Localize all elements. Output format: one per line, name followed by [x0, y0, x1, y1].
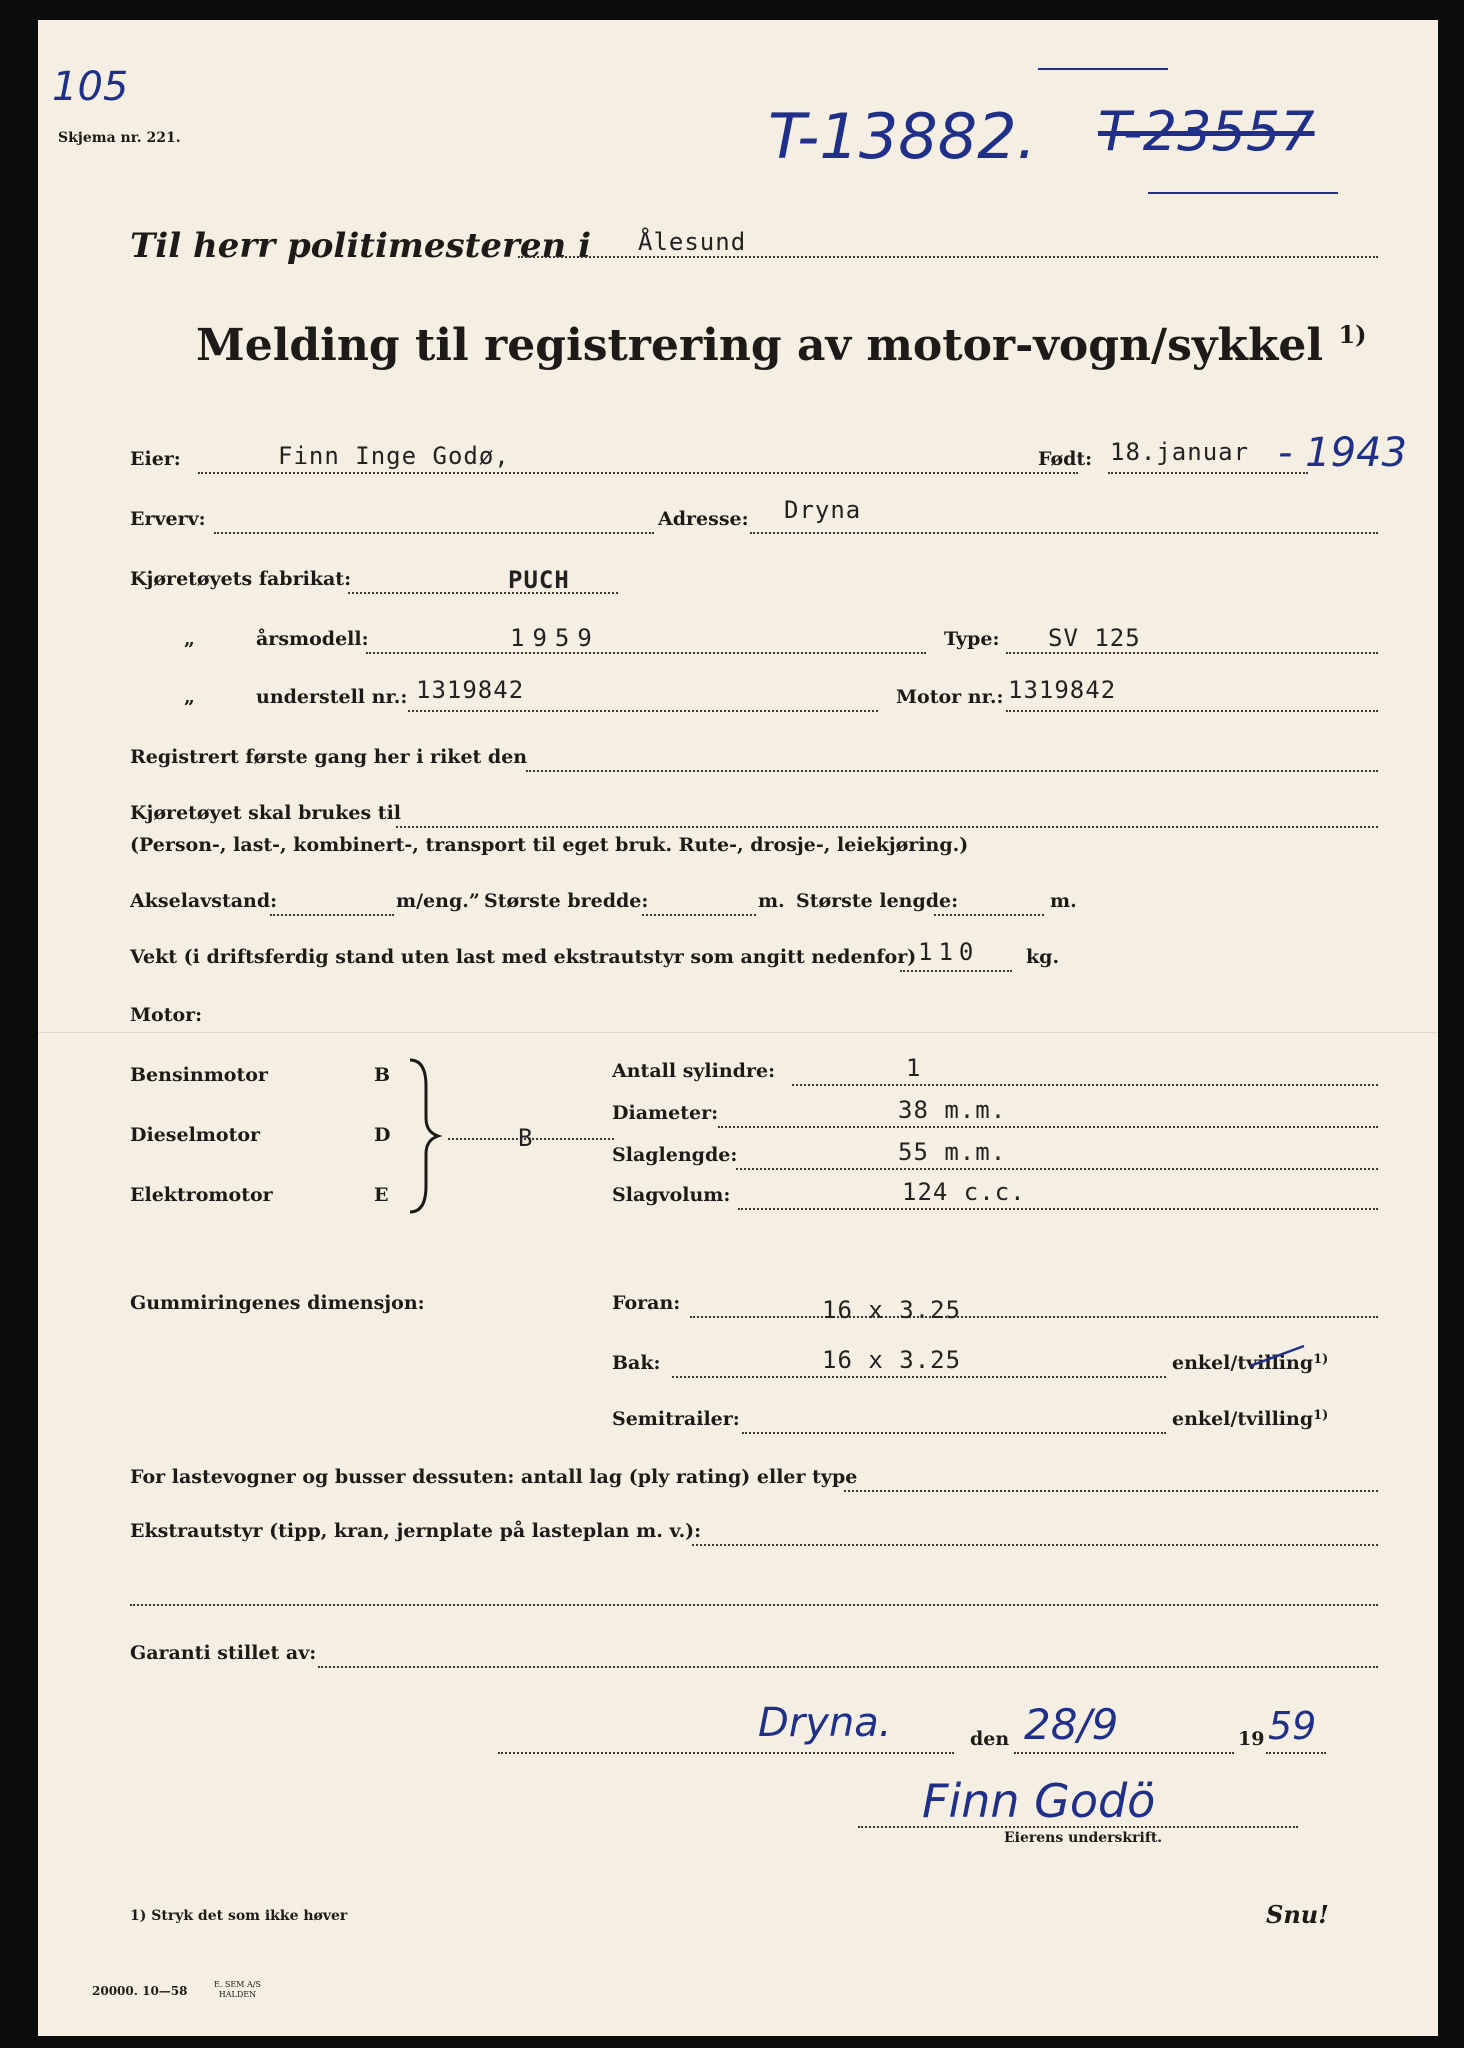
diameter-line: [718, 1126, 1378, 1128]
petrol-motor-code: B: [374, 1064, 391, 1086]
displacement-line: [738, 1208, 1378, 1210]
extras-line: [692, 1544, 1378, 1546]
address-label: Adresse:: [658, 508, 749, 530]
printer-mark: [214, 1980, 261, 2000]
width-label: Største bredde:: [484, 890, 649, 912]
signature-caption: Eierens underskrift.: [1004, 1830, 1163, 1846]
year-line: [1266, 1752, 1326, 1754]
model-year-value: 1959: [510, 624, 600, 652]
weight-value: 110: [918, 938, 980, 966]
electric-motor-label: Elektromotor: [130, 1184, 273, 1206]
length-unit: m.: [1050, 890, 1077, 912]
motor-type-value: B: [518, 1124, 534, 1152]
addressee-line: [518, 256, 1378, 258]
model-year-label: årsmodell:: [256, 628, 369, 650]
acquisition-label: Erverv:: [130, 508, 206, 530]
corner-note: 105: [52, 64, 129, 110]
width-unit: m.: [758, 890, 785, 912]
chassis-label: understell nr.:: [256, 686, 408, 708]
rear-tire-suffix-text: enkel/tvilling: [1172, 1352, 1314, 1374]
place-line: [498, 1752, 954, 1754]
width-line: [642, 914, 756, 916]
make-line: [348, 592, 618, 594]
turn-over: Snu!: [1266, 1900, 1329, 1929]
tvilling-strike: [1248, 1340, 1308, 1370]
semitrailer-label: Semitrailer:: [612, 1408, 740, 1430]
motor-number-line: [1006, 710, 1378, 712]
wheelbase-unit: m/eng.”: [396, 890, 480, 912]
guarantee-label: Garanti stillet av:: [130, 1642, 317, 1664]
weight-label: Vekt (i driftsferdig stand uten last med ekstrautstyr som angitt nedenfor): [130, 946, 917, 968]
struck-registration-number: T-23557: [1098, 100, 1315, 163]
semitrailer-suffix-text: enkel/tvilling: [1172, 1408, 1314, 1430]
born-label: Født:: [1038, 448, 1096, 470]
address-line: [750, 532, 1378, 534]
semitrailer-line: [742, 1432, 1166, 1434]
date-line: [1014, 1752, 1234, 1754]
fold-line: [38, 1032, 1438, 1033]
date-den: den: [970, 1728, 1010, 1750]
extras-line-2: [130, 1604, 1378, 1606]
year-suffix: 59: [1268, 1704, 1317, 1748]
addressee-label: Til herr politimesteren i: [130, 226, 591, 266]
length-label: Største lengde:: [796, 890, 959, 912]
signature-place: Dryna.: [758, 1700, 892, 1746]
ply-label: For lastevogner og busser dessuten: antall lag (ply rating) eller type: [130, 1466, 858, 1488]
model-year-quote: „: [184, 628, 195, 650]
diesel-motor-label: Dieselmotor: [130, 1124, 261, 1146]
acquisition-line: [214, 532, 654, 534]
stroke-label: Slaglengde:: [612, 1144, 738, 1166]
front-tire-line: [690, 1316, 1378, 1318]
form-title-footnote: 1): [1338, 320, 1367, 349]
electric-motor-code: E: [374, 1184, 389, 1206]
first-registered-label: Registrert første gang her i riket den: [130, 746, 528, 768]
rear-tire-value: 16 x 3.25: [822, 1346, 962, 1374]
addressee-value: Ålesund: [638, 228, 747, 256]
owner-line: [198, 472, 1078, 474]
weight-unit: kg.: [1026, 946, 1060, 968]
born-value: 18.januar: [1110, 438, 1250, 466]
type-label: Type:: [944, 628, 1000, 650]
type-line: [1006, 652, 1378, 654]
tires-label: Gummiringenes dimensjon:: [130, 1292, 425, 1314]
petrol-motor-label: Bensinmotor: [130, 1064, 268, 1086]
form-number: Skjema nr. 221.: [58, 130, 181, 146]
make-value: PUCH: [508, 566, 570, 594]
owner-label: Eier:: [130, 448, 181, 470]
first-registered-line: [526, 770, 1378, 772]
form-title: [196, 320, 1367, 371]
semitrailer-suffix: [1172, 1408, 1328, 1430]
wheelbase-label: Akselavstand:: [130, 890, 278, 912]
owner-signature: Finn Godö: [922, 1774, 1156, 1828]
ply-line: [844, 1490, 1378, 1492]
motor-number-label: Motor nr.:: [896, 686, 1004, 708]
owner-value: Finn Inge Godø,: [278, 442, 510, 470]
registration-underline: [1148, 192, 1338, 194]
rear-tire-line: [672, 1376, 1166, 1378]
year-prefix: 19: [1238, 1728, 1265, 1750]
registration-overline: [1038, 68, 1168, 70]
address-value: Dryna: [784, 496, 862, 524]
chassis-value: 1319842: [416, 676, 525, 704]
diameter-value: 38 m.m.: [898, 1096, 1007, 1124]
type-value: SV 125: [1048, 624, 1141, 652]
diesel-motor-code: D: [374, 1124, 391, 1146]
motor-brace: [404, 1056, 444, 1216]
born-year: - 1943: [1278, 430, 1407, 476]
model-year-line: [366, 652, 926, 654]
length-line: [934, 914, 1044, 916]
weight-line: [900, 970, 1012, 972]
cylinders-value: 1: [906, 1054, 922, 1082]
cylinders-line: [792, 1084, 1378, 1086]
stroke-line: [736, 1168, 1378, 1170]
extras-label: Ekstrautstyr (tipp, kran, jernplate på lasteplan m. v.):: [130, 1520, 702, 1542]
motor-number-value: 1319842: [1008, 676, 1117, 704]
diameter-label: Diameter:: [612, 1102, 719, 1124]
print-info: 20000. 10—58: [92, 1984, 188, 1998]
usage-line: [396, 826, 1378, 828]
make-label: Kjøretøyets fabrikat:: [130, 568, 352, 590]
semitrailer-footnote: 1): [1313, 1408, 1329, 1423]
cylinders-label: Antall sylindre:: [612, 1060, 776, 1082]
form-title-text: Melding til registrering av motor-vogn/sykkel: [196, 320, 1324, 371]
rear-tire-footnote: 1): [1313, 1352, 1329, 1367]
chassis-line: [408, 710, 878, 712]
printer-line-1: E. SEM A/S: [214, 1980, 261, 1989]
signature-date: 28/9: [1024, 1700, 1119, 1749]
chassis-quote: „: [184, 686, 195, 708]
footnote: 1) Stryk det som ikke høver: [130, 1908, 348, 1924]
front-tire-value: 16 x 3.25: [822, 1296, 962, 1324]
guarantee-line: [318, 1666, 1378, 1668]
usage-note: (Person-, last-, kombinert-, transport til eget bruk. Rute-, drosje-, leiekjøring.): [130, 834, 969, 856]
stroke-value: 55 m.m.: [898, 1138, 1007, 1166]
registration-number: T-13882.: [768, 100, 1037, 173]
printer-line-2: HALDEN: [218, 1990, 257, 1999]
front-tire-label: Foran:: [612, 1292, 681, 1314]
displacement-value: 124 c.c.: [902, 1178, 1026, 1206]
form-page: [38, 20, 1438, 2036]
rear-tire-label: Bak:: [612, 1352, 661, 1374]
displacement-label: Slagvolum:: [612, 1184, 731, 1206]
wheelbase-line: [270, 914, 394, 916]
usage-label: Kjøretøyet skal brukes til: [130, 802, 402, 824]
motor-label: Motor:: [130, 1004, 203, 1026]
